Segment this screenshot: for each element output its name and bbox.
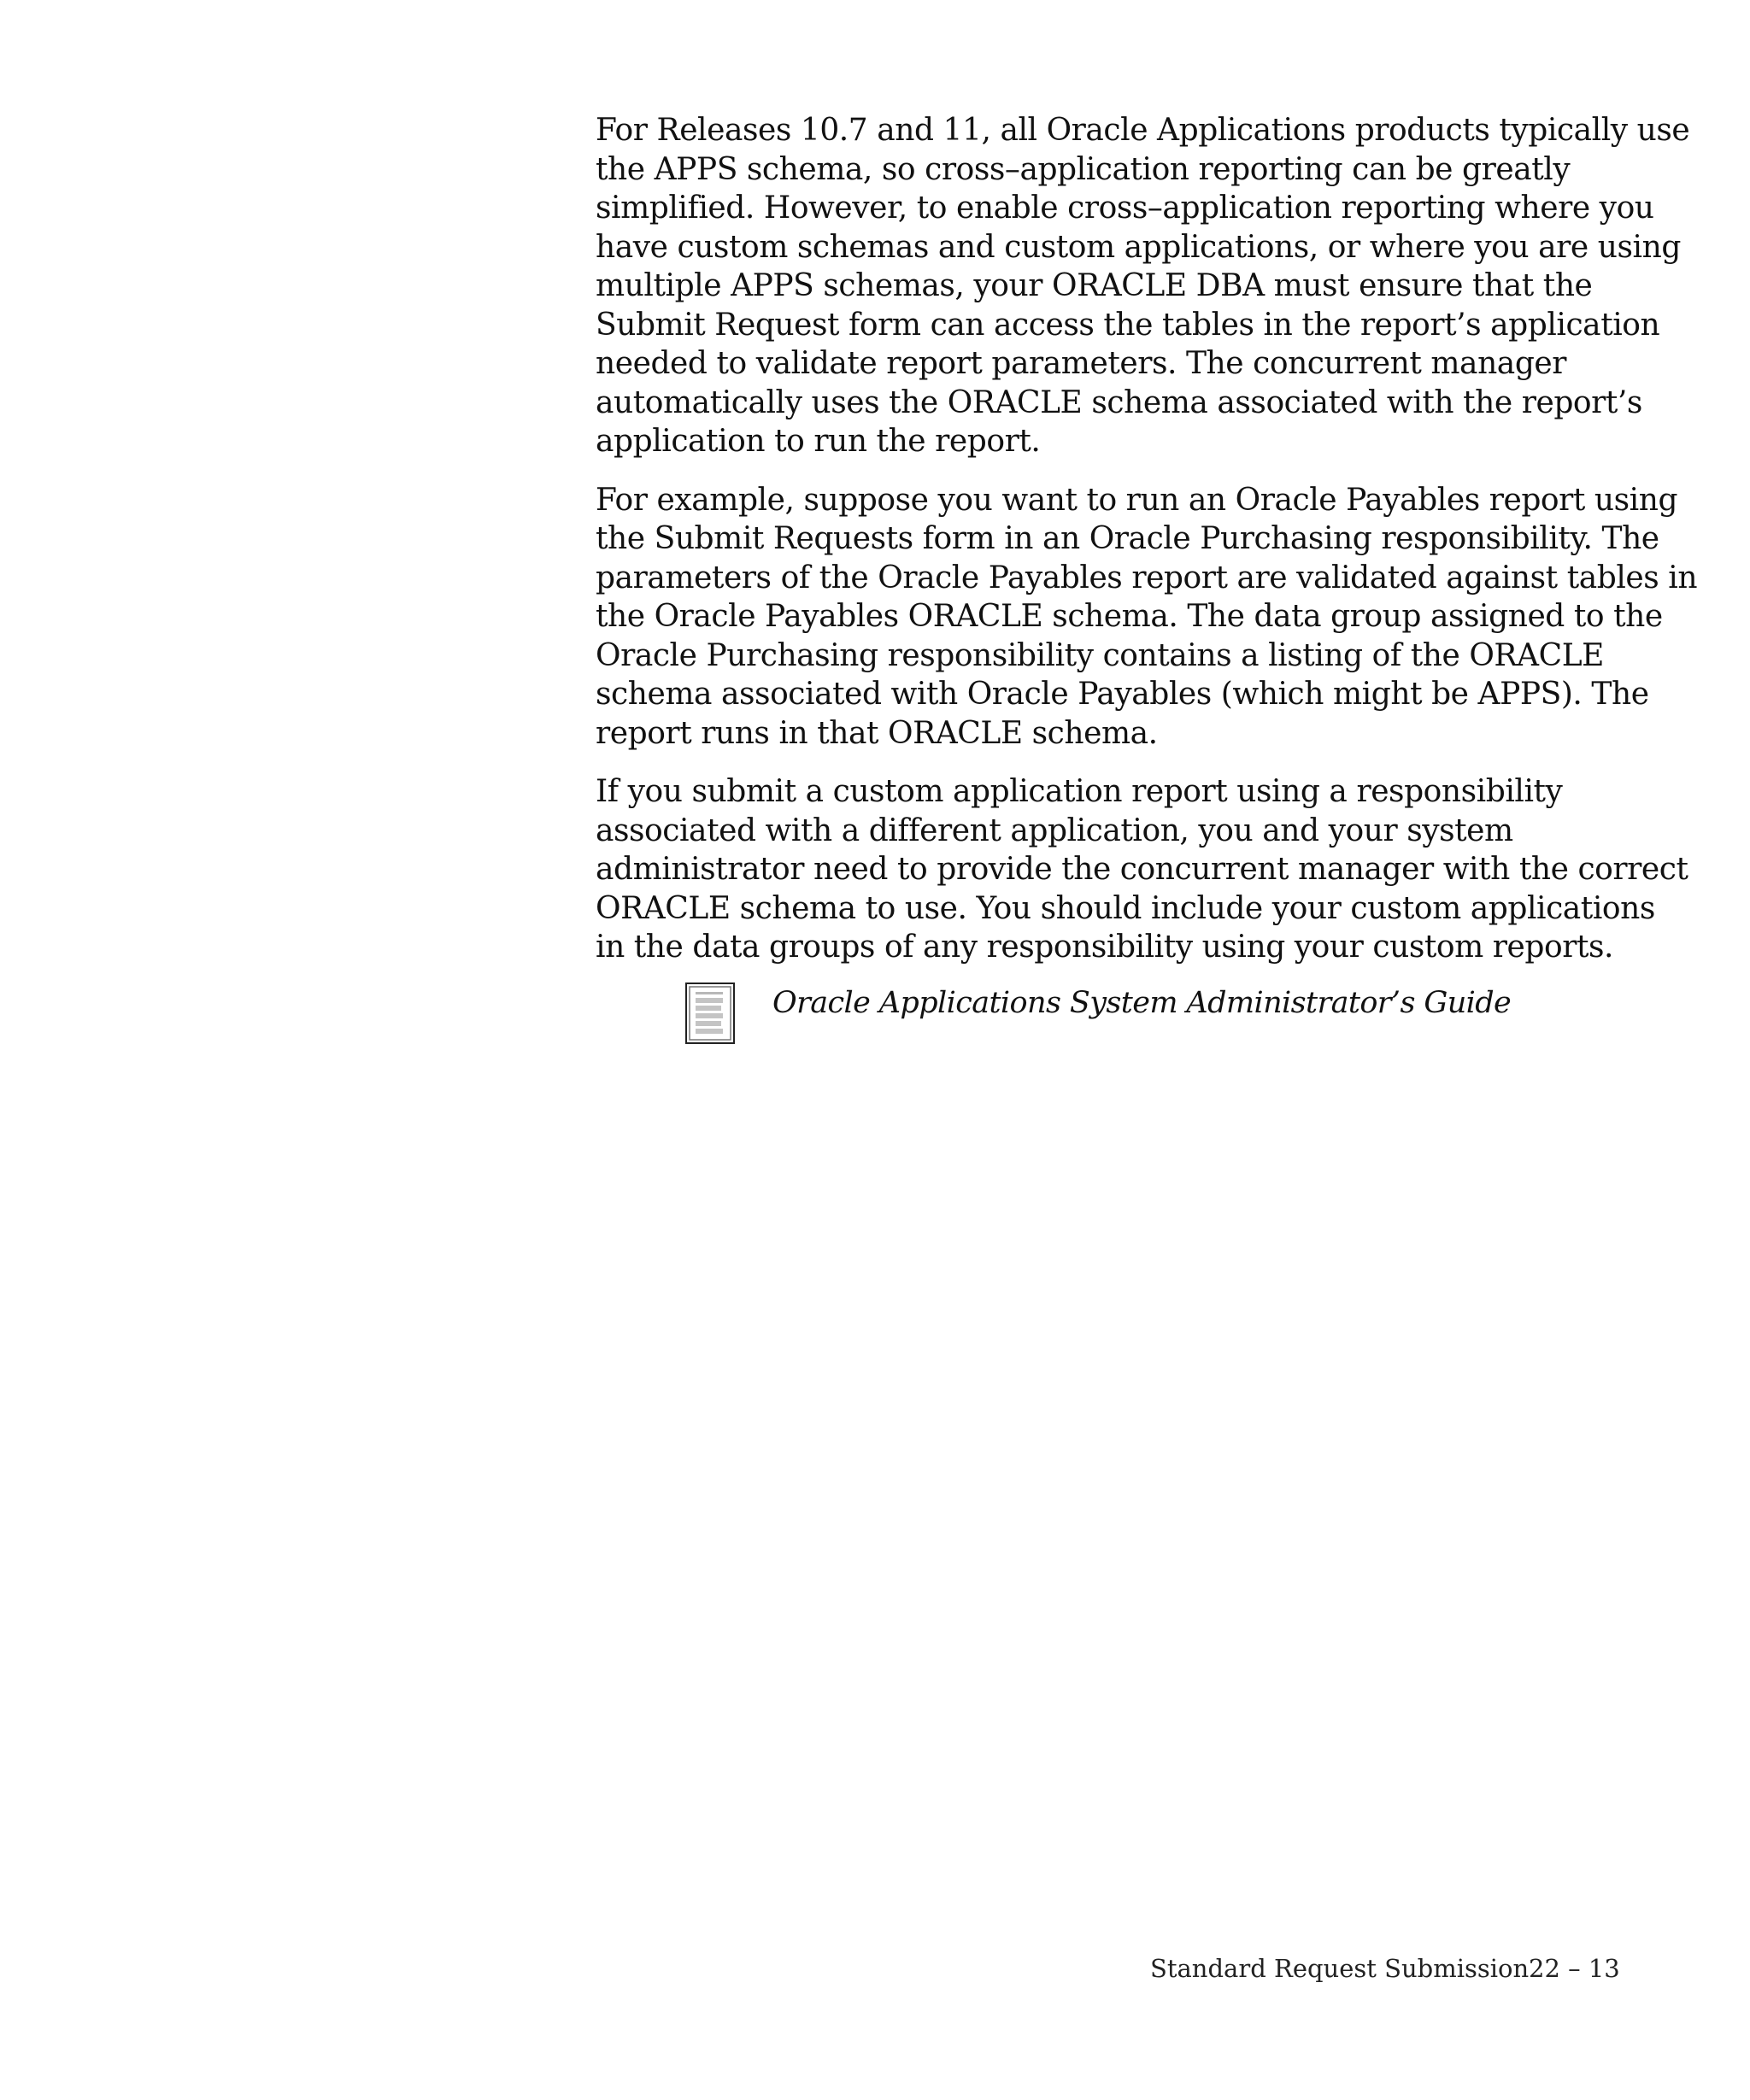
text-line: report runs in that ORACLE schema.: [596, 715, 1158, 751]
text-line: automatically uses the ORACLE schema associated with the report’s: [596, 384, 1642, 420]
paragraph-1: [596, 111, 1690, 461]
text-line: If you submit a custom application report using a responsibility: [596, 774, 1563, 809]
text-line: in the data groups of any responsibility using your custom reports.: [596, 930, 1614, 965]
text-line: Oracle Purchasing responsibility contains a listing of the ORACLE: [596, 637, 1604, 673]
text-line: ORACLE schema to use. You should include your custom applications: [596, 890, 1655, 926]
text-line: administrator need to provide the concurrent manager with the correct: [596, 852, 1688, 887]
footer-section-title: Standard Request Submission: [1150, 1954, 1530, 1983]
reference-title: Oracle Applications System Administrator’s Guide: [772, 986, 1512, 1020]
page-number: 22 – 13: [1529, 1954, 1620, 1983]
text-line: multiple APPS schemas, your ORACLE DBA must ensure that the: [596, 268, 1593, 303]
text-line: needed to validate report parameters. The concurrent manager: [596, 346, 1567, 381]
book-icon: [685, 983, 735, 1044]
text-line: the APPS schema, so cross–application reporting can be greatly: [596, 151, 1571, 187]
text-line: For Releases 10.7 and 11, all Oracle Applications products typically use: [596, 113, 1690, 148]
paragraph-3: [596, 772, 1688, 967]
text-line: the Oracle Payables ORACLE schema. The data group assigned to the: [596, 599, 1663, 634]
text-line: Submit Request form can access the tables in the report’s application: [596, 307, 1660, 343]
text-line: parameters of the Oracle Payables report are validated against tables in: [596, 560, 1698, 595]
text-line: For example, suppose you want to run an Oracle Payables report using: [596, 482, 1678, 518]
body-text: [596, 111, 1698, 987]
text-line: application to run the report.: [596, 424, 1041, 459]
text-line: have custom schemas and custom applications, or where you are using: [596, 229, 1681, 265]
text-line: associated with a different application, you and your system: [596, 812, 1513, 848]
text-line: schema associated with Oracle Payables (which might be APPS). The: [596, 677, 1649, 712]
text-line: simplified. However, to enable cross–application reporting where you: [596, 191, 1654, 226]
paragraph-2: [596, 481, 1698, 754]
text-line: the Submit Requests form in an Oracle Purchasing responsibility. The: [596, 521, 1659, 556]
